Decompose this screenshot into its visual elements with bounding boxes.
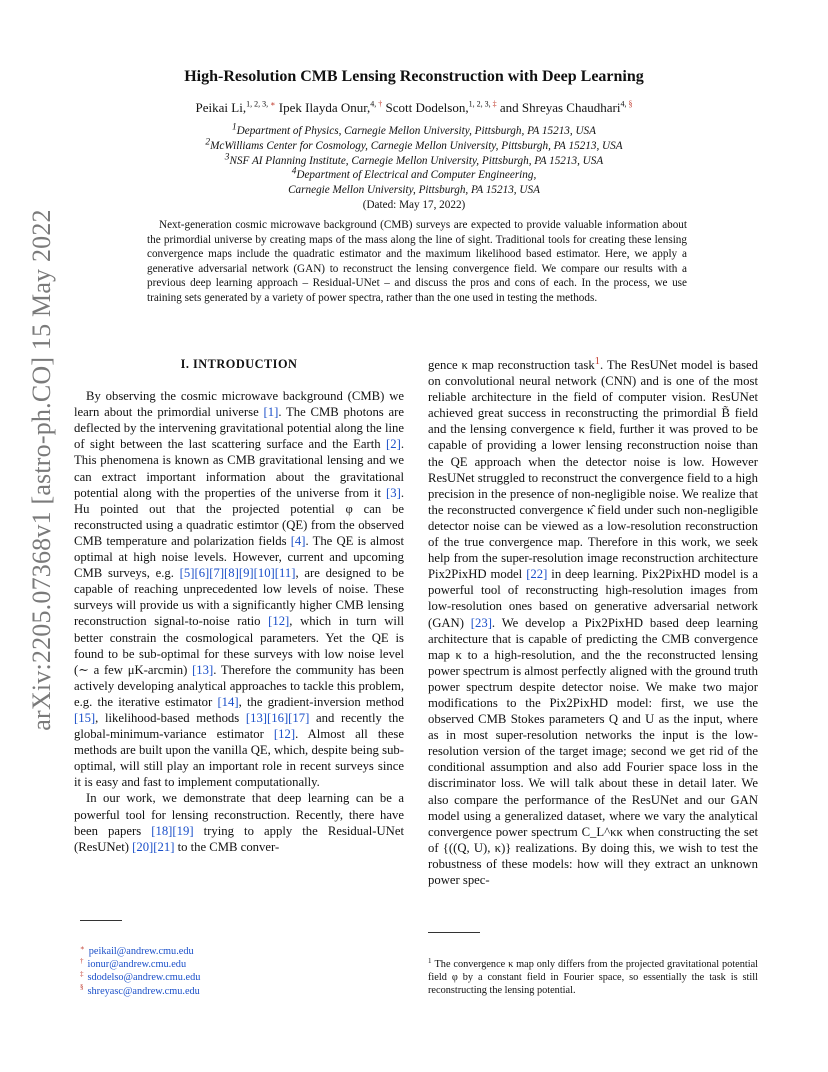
paper-title: High-Resolution CMB Lensing Reconstruction with Deep Learning (184, 68, 644, 85)
affiliation-line (0, 151, 828, 169)
footnote-1: $^1$ The convergence κ map only differs from the projected gravitational potential field φ by a constant field in Fourier space, so essentially the task is still reconstructing the lensing potential. (428, 956, 758, 997)
intro-paragraph-1: By observing the cosmic microwave background (CMB) we learn about the primordial universe [1]. The CMB photons are deflected by the intervening gravitational potential along the line of sight between the last scattering surface and the Earth [2]. This phenomena is known as CMB gravitational lensing and we can extract important information about the gravitational potential along with the properties of the universe from it [3]. Hu pointed out that the projected potential φ can be reconstructed using a quadratic estimtor (QE) from the observed CMB temperature and polarization fields [4]. The QE is almost optimal at high noise levels. However, current and upcoming CMB surveys, e.g. [5][6][7][8][9][10][11], are designed to be capable of reaching unprecedented low levels of noise. These surveys will provide us with a significantly higher CMB lensing reconstruction signal-to-noise ratio [12], which in turn will better constrain the cosmological parameters. Yet the QE is found to be sub-optimal for these surveys with low noise level (∼ a few μK-arcmin) [13]. Therefore the community has been actively developing analytical approaches to tackle this problem, e.g. the iterative estimator [14], the gradient-inversion method [15], likelihood-based methods [13][16][17] and recently the global-minimum-variance estimator [12]. Almost all these methods are built upon the vanilla QE, which, despite being sub-optimal, will still play an important role in recent surveys since it is easy and fast to implement computationally. (74, 389, 404, 790)
affil-text: NSF AI Planning Institute, Carnegie Mellon University, Pittsburgh, PA 15213, USA (229, 154, 604, 167)
citation-link[interactable]: [1] (263, 405, 279, 420)
right-column (428, 357, 758, 888)
affil-text: McWilliams Center for Cosmology, Carnegie Mellon University, Pittsburgh, PA 15213, USA (210, 139, 623, 152)
arxiv-identifier (22, 209, 62, 731)
citation-link[interactable]: [12] (273, 727, 296, 742)
author-mark[interactable]: ‡ (490, 99, 497, 109)
author-mark[interactable]: † (376, 99, 383, 109)
author-list (0, 100, 828, 116)
author-affil: 4, (370, 99, 377, 109)
footnote-email: § shreyasc@andrew.cmu.edu (80, 983, 200, 997)
citation-link[interactable]: [2] (386, 437, 401, 452)
citation-link[interactable]: [18][19] (151, 823, 194, 838)
citation-link[interactable]: [20][21] (132, 839, 175, 854)
affil-number: 3 (224, 151, 230, 162)
author-mark[interactable]: ∗ (268, 99, 276, 109)
email-link[interactable]: ionur@andrew.cmu.edu (87, 959, 187, 971)
arxiv-identifier-text: arXiv:2205.07368v1 [astro-ph.CO] 15 May 2022 (27, 209, 56, 731)
paper-date: (Dated: May 17, 2022) (362, 198, 466, 211)
affiliation-list (0, 124, 828, 213)
citation-link[interactable]: [23] (470, 615, 492, 630)
section-heading: I. INTRODUCTION (180, 357, 298, 371)
affil-number: 1 (232, 122, 237, 133)
affil-number: 4 (291, 166, 297, 177)
author-name: Scott Dodelson, (385, 100, 469, 115)
abstract: Next-generation cosmic microwave background (CMB) surveys are expected to provide valuable information about the primordial universe by creating maps of the mass along the line of sight. Traditional tools for creating these lensing convergence maps include the quadratic estimator and the maximum likelihood based estimator. Here, we apply a generative adversarial network (GAN) to reconstruct the lensing convergence field. We compare our results with a previous deep learning approach – Residual-UNet – and discuss the pros and cons of each. In the process, we use training sets generated by a variety of power spectra, rather than the one used in testing the methods. (147, 219, 687, 304)
footnote-email: ‡ sdodelso@andrew.cmu.edu (80, 969, 201, 984)
citation-link[interactable]: [13] (192, 662, 214, 677)
citation-link[interactable]: [13][16][17] (245, 710, 310, 725)
affiliation-line (0, 183, 828, 198)
affil-text: Carnegie Mellon University, Pittsburgh, PA 15213, USA (288, 184, 540, 197)
citation-link[interactable]: [15] (74, 710, 96, 725)
email-link[interactable]: shreyasc@andrew.cmu.edu (87, 985, 200, 997)
citation-link[interactable]: [12] (268, 614, 290, 629)
citation-link[interactable]: [14] (217, 694, 239, 709)
email-link[interactable]: peikail@andrew.cmu.edu (88, 946, 194, 957)
citation-link[interactable]: [4] (290, 533, 306, 548)
left-column (74, 356, 404, 855)
citation-link[interactable]: [3] (386, 485, 401, 500)
footnote-marker[interactable]: 1 (594, 355, 600, 367)
affil-text: Department of Electrical and Computer Engineering, (296, 169, 537, 182)
author-affil: 4, (620, 99, 627, 109)
affil-text: Department of Physics, Carnegie Mellon University, Pittsburgh, PA 15213, USA (236, 125, 596, 137)
author-affil: 1, 2, 3, (468, 99, 491, 109)
citation-link[interactable]: [22] (526, 567, 548, 582)
author-name: Peikai Li, (195, 100, 247, 115)
intro-paragraph-2: In our work, we demonstrate that deep learning can be a powerful tool for lensing reconstruction. Recently, there have been papers [18][19] trying to apply the Residual-UNet (ResUNet) [20][21] to the CMB conver- (74, 791, 404, 854)
affiliation-line (0, 168, 828, 183)
affiliation-line (0, 124, 828, 139)
footnote-rule-left (80, 920, 122, 921)
author-name: Ipek Ilayda Onur, (278, 100, 371, 115)
author-affil: 1, 2, 3, (246, 99, 269, 109)
footnote-rule-right (428, 932, 480, 933)
citation-link[interactable]: [5][6][7][8][9][10][11] (179, 566, 296, 581)
footnote-email: † ionur@andrew.cmu.edu (80, 956, 187, 971)
affil-number: 2 (205, 137, 211, 148)
affiliation-line (0, 139, 828, 154)
email-link[interactable]: sdodelso@andrew.cmu.edu (87, 972, 201, 984)
intro-paragraph-3: gence κ map reconstruction task$^1$. The ResUNet model is based on convolutional neural network (CNN) and is one of the most reliable architecture in the field of computer vision. ResUNet achieved great success in reconstructing the primordial B̃ field and the lensing convergence κ field, further it was proved to be capable of providing a lower lensing reconstruction noise than the QE approach when the detector noise is low. However ResUNet struggled to reconstruct the convergence field to a high precision in the presence of non-negligible noise. We realize that the reconstructed convergence κ̂ field under such non-negligible detector noise can be viewed as a low-resolution reconstruction of the true convergence map. Therefore in this work, we seek help from the super-resolution image reconstruction architecture Pix2PixHD model [22] in deep learning. Pix2PixHD model is a powerful tool of reconstructing high-resolution images from low-resolution ones based on generative adversarial network (GAN) [23]. We develop a Pix2PixHD based deep learning architecture that is capable of predicting the CMB convergence map κ to a high-resolution, and the the reconstructed lensing power spectrum is almost perfectly aligned with the ground truth power spectrum despite detector noise. We make two major modifications to the Pix2PixHD model: first, we use the observed CMB Stokes parameters Q and U as the input, where as in most super-resolution networks the input is the low-resolution version of the target image; second we get rid of the conditional assumption and also add Fourier space loss in the discriminator loss. We will talk about these in detail later. We also compare the performance of the ResUNet and our GAN model using a generalized dataset, where we vary the analytical convergence power spectrum C_L^κκ when constructing the set of {((Q, U), κ)} realizations. By doing this, we wish to test the robustness of these models: how will they extract an unknown power spec- (428, 355, 759, 887)
author-mark[interactable]: § (626, 99, 633, 109)
author-name: and Shreyas Chaudhari (499, 100, 621, 115)
footnote-email: ∗ peikail@andrew.cmu.edu (80, 943, 194, 957)
footnotes-emails (80, 945, 200, 998)
